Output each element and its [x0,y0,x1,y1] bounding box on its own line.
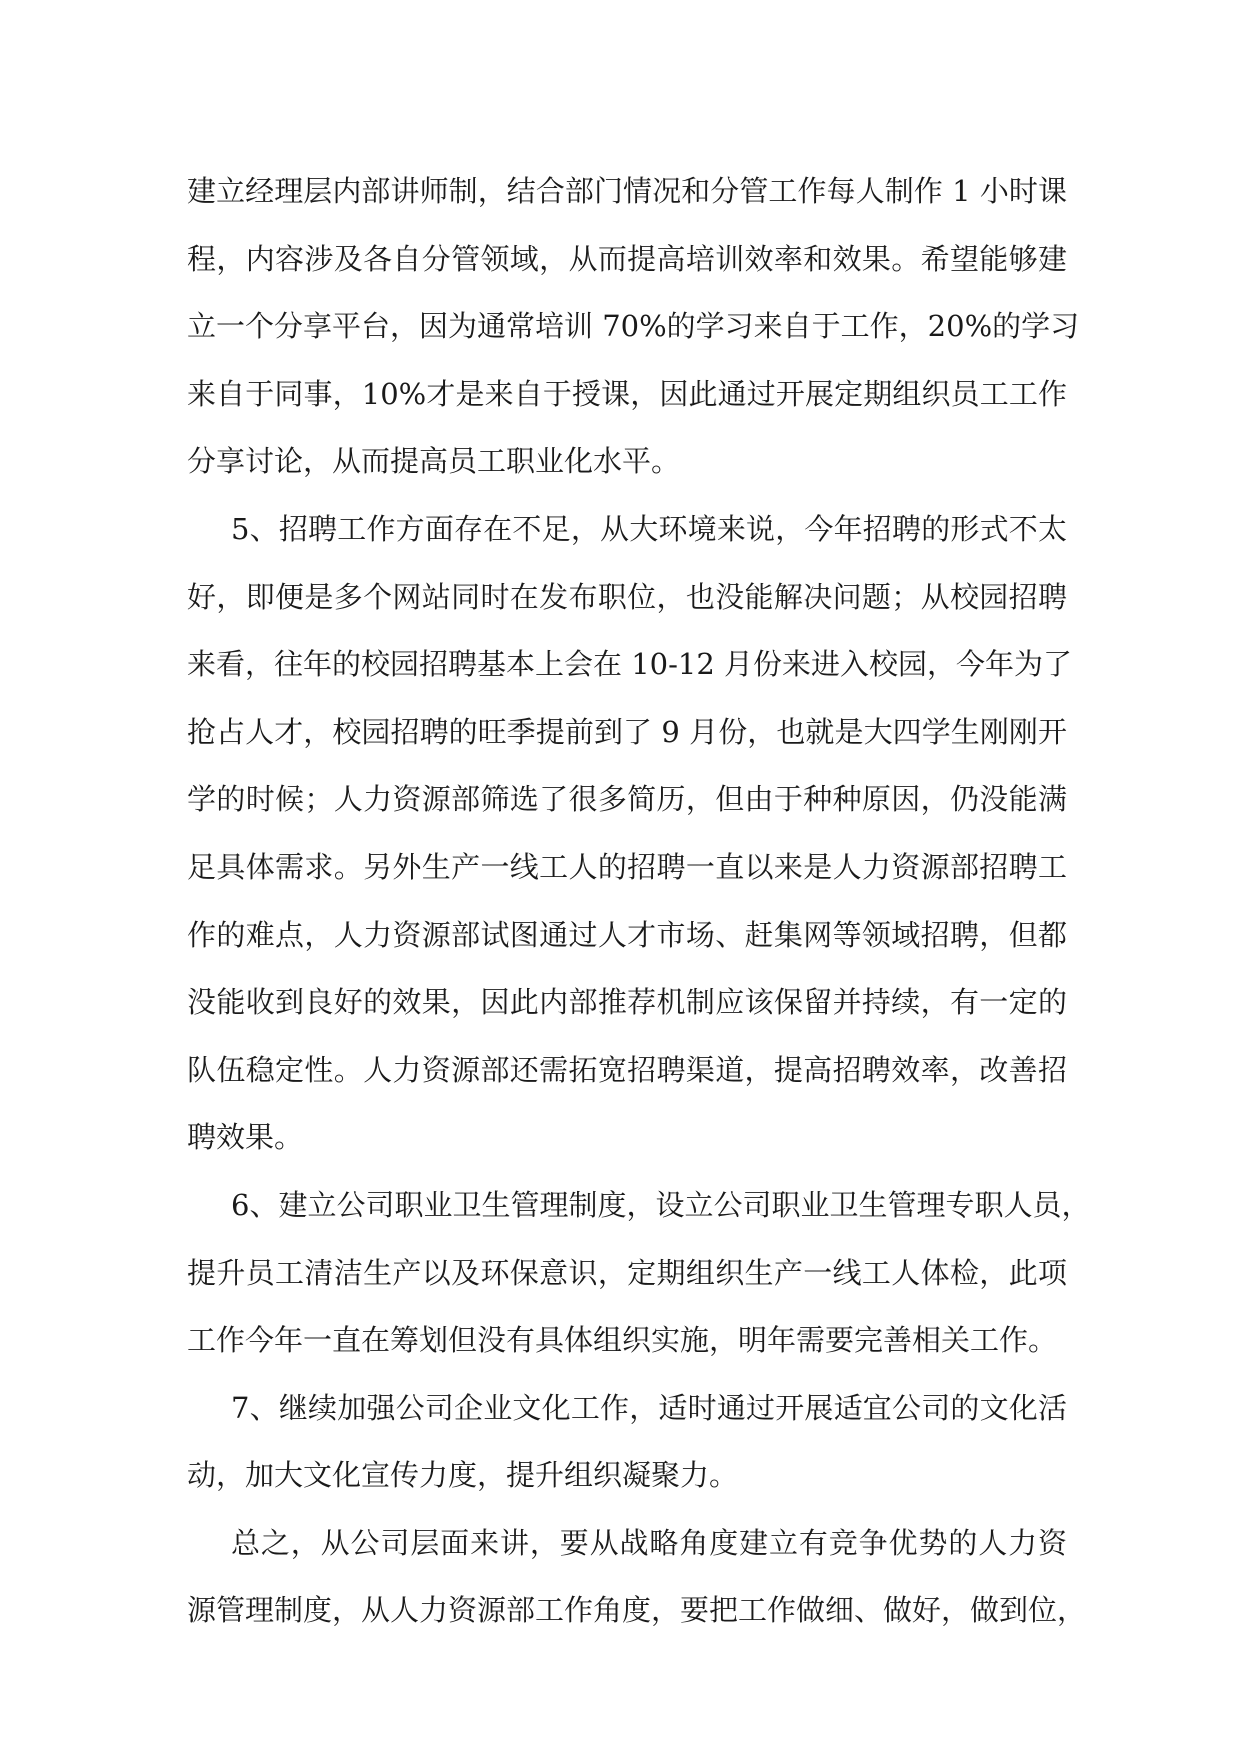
text-line: 程，内容涉及各自分管领域，从而提高培训效率和效果。希望能够建 [187,241,1067,276]
text-line: 来看，往年的校园招聘基本上会在 10-12 月份来进入校园，今年为了 [187,647,1073,682]
text-line: 队伍稳定性。人力资源部还需拓宽招聘渠道，提高招聘效率，改善招 [187,1052,1067,1087]
text-line: 好，即便是多个网站同时在发布职位，也没能解决问题；从校园招聘 [187,579,1067,614]
text-line: 工作今年一直在筹划但没有具体组织实施，明年需要完善相关工作。 [187,1323,1058,1358]
text-line: 动，加大文化宣传力度，提升组织凝聚力。 [187,1458,739,1493]
text-line: 建立经理层内部讲师制，结合部门情况和分管工作每人制作 1 小时课 [187,174,1067,208]
text-line: 学的时候；人力资源部筛选了很多简历，但由于种种原因，仍没能满 [187,782,1067,817]
text-line: 足具体需求。另外生产一线工人的招聘一直以来是人力资源部招聘工 [187,849,1067,884]
text-line: 6、建立公司职业卫生管理制度，设立公司职业卫生管理专职人员， [231,1187,1091,1222]
text-line: 总之，从公司层面来讲，要从战略角度建立有竞争优势的人力资 [231,1525,1067,1560]
text-line: 提升员工清洁生产以及环保意识，定期组织生产一线工人体检，此项 [187,1255,1067,1290]
text-line: 没能收到良好的效果，因此内部推荐机制应该保留并持续，有一定的 [187,985,1067,1020]
text-line: 聘效果。 [187,1120,304,1155]
text-line: 源管理制度，从人力资源部工作角度，要把工作做细、做好，做到位， [187,1593,1087,1628]
text-line: 立一个分享平台，因为通常培训 70%的学习来自于工作，20%的学习 [187,309,1080,344]
text-line: 抢占人才，校园招聘的旺季提前到了 9 月份，也就是大四学生刚刚开 [187,714,1067,749]
document-body [187,158,1091,1645]
text-line: 来自于同事，10%才是来自于授课，因此通过开展定期组织员工工作 [187,376,1067,411]
text-line: 5、招聘工作方面存在不足，从大环境来说，今年招聘的形式不太 [231,511,1067,546]
text-line: 7、继续加强公司企业文化工作，适时通过开展适宜公司的文化活 [231,1390,1067,1425]
text-line: 分享讨论，从而提高员工职业化水平。 [187,444,681,479]
text-line: 作的难点，人力资源部试图通过人才市场、赶集网等领域招聘，但都 [187,917,1067,952]
